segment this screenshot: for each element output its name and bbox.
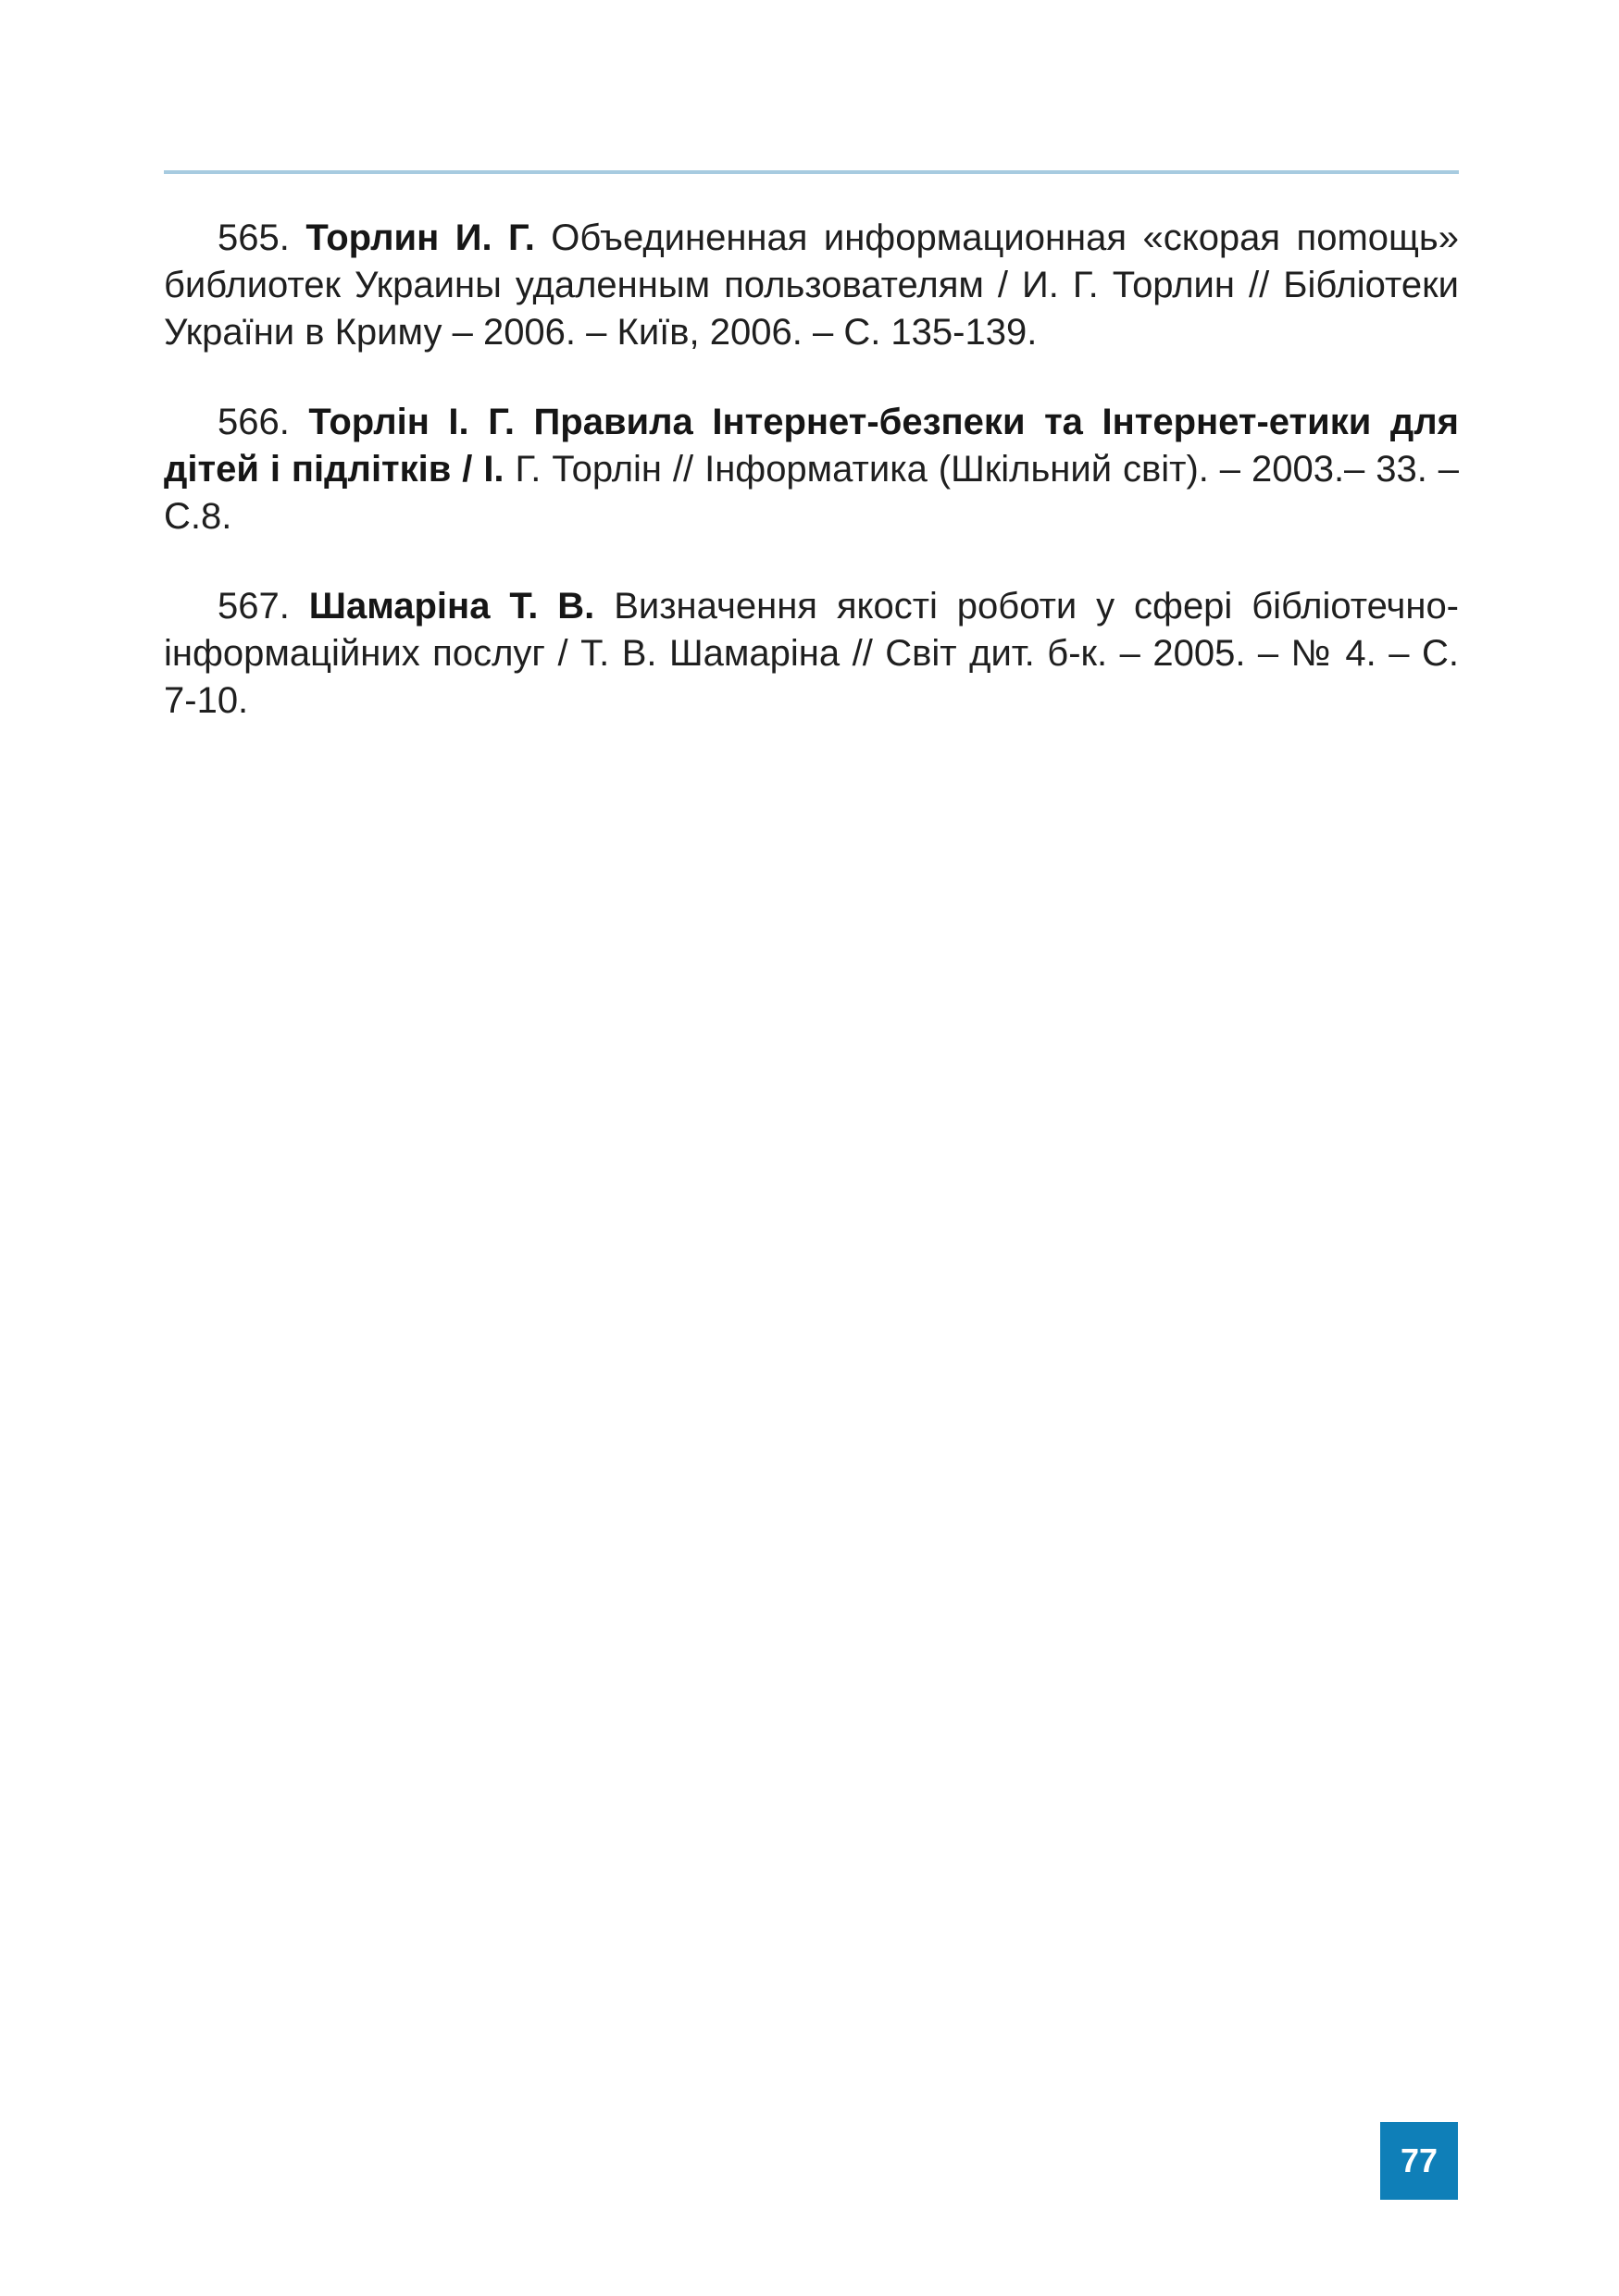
bibliography-entry-565 (164, 215, 1459, 356)
bibliography-entry-566 (164, 399, 1459, 540)
page-number: 77 (1400, 2141, 1438, 2179)
entry-author: Шамаріна Т. В. (308, 586, 595, 627)
entry-text: Объединенная информационная «скорая поmощь» библиотек Украины удаленным пользователям / И. Г. Торлин // Бібліотеки України в Криму – 2006. – Київ, 2006. – С. 135-139. (164, 217, 1460, 353)
entry-author: Торлін І. Г. Правила Інтернет-безпеки та Інтернет-етики для дітей і підлітків / І. (164, 402, 1459, 490)
entry-text: Визначення якості роботи у сфері бібліотечно-інформаційних послуг / Т. В. Шамаріна // Світ дит. б-к. – 2005. – № 4. – С. 7-10. (164, 586, 1460, 721)
entry-number: 565. (218, 217, 306, 258)
entry-number: 567. (218, 586, 309, 627)
entry-text: Г. Торлін // Інформатика (Шкільний світ). – 2003.– 33. – С.8. (164, 449, 1459, 537)
header-rule (164, 170, 1459, 174)
entry-author: Торлин И. Г. (305, 217, 535, 258)
page-number-badge (1380, 2122, 1458, 2200)
entry-number: 566. (218, 402, 309, 442)
bibliography-entry-567 (164, 583, 1459, 725)
bibliography-list (164, 215, 1459, 767)
